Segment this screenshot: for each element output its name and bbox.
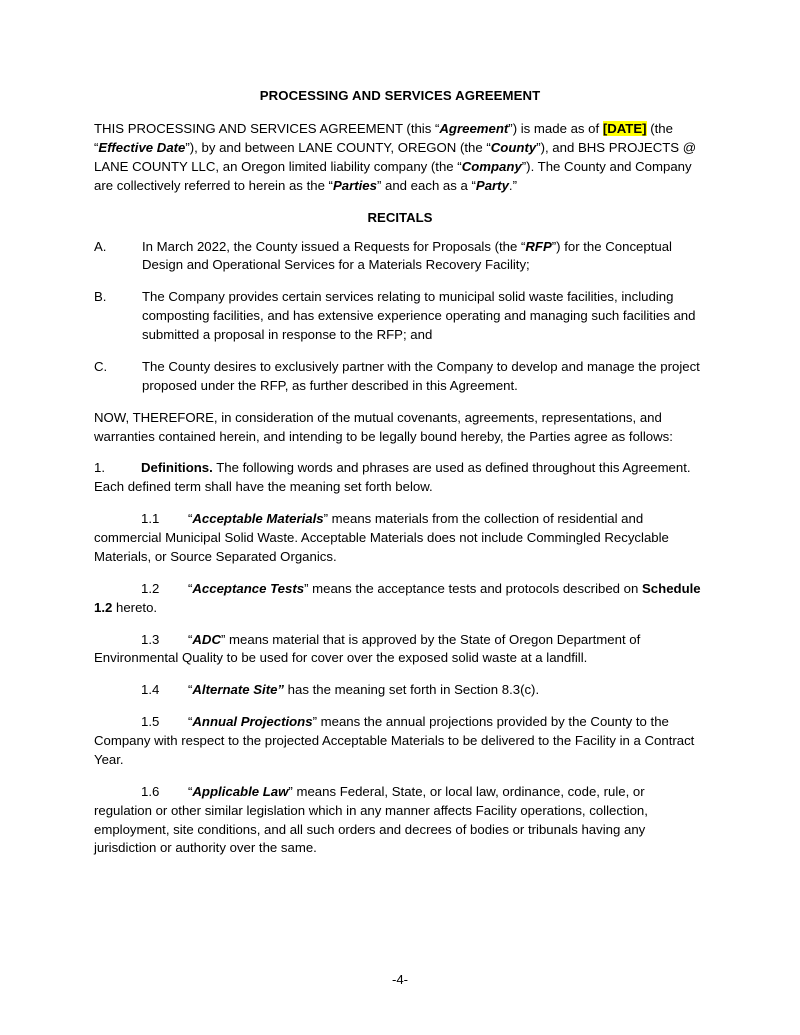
definition-open-quote: “: [188, 631, 193, 647]
definition-number: 1.5: [141, 714, 160, 730]
preamble-paragraph: [94, 120, 706, 196]
definition-number: 1.3: [141, 631, 160, 647]
preamble-after-company: ”). The County and Company are collectively referred to herein as the “: [94, 158, 692, 193]
preamble-lead: THIS PROCESSING AND SERVICES AGREEMENT (this “: [94, 121, 440, 136]
definition-term: Annual Projections: [192, 714, 313, 730]
section-1-definitions: [94, 459, 706, 497]
recitals-heading: RECITALS: [367, 209, 433, 225]
definition-1-6: [94, 783, 706, 859]
recital-letter: B.: [94, 289, 107, 305]
term-county: County: [490, 139, 537, 155]
definition-number: 1.4: [141, 682, 160, 698]
recital-item-b: [94, 288, 706, 345]
definition-term: Acceptable Materials: [192, 511, 324, 527]
definition-open-quote: “: [188, 682, 193, 698]
term-agreement: Agreement: [439, 121, 509, 136]
definition-open-quote: “: [188, 511, 193, 527]
definition-1-5: [94, 713, 706, 770]
definition-open-quote: “: [188, 714, 193, 730]
date-placeholder-highlight: [DATE]: [602, 121, 647, 136]
now-therefore-paragraph: NOW, THEREFORE, in consideration of the mutual covenants, agreements, representations, and warranties contained herein, and intending to be legally bound hereby, the Parties agree as follows:: [94, 409, 673, 444]
preamble-after-effective-date: ”), by and between LANE COUNTY, OREGON (the “: [185, 139, 491, 155]
page-number: -4-: [391, 972, 409, 987]
preamble-after-county: ”), and BHS PROJECTS @ LANE COUNTY LLC, an Oregon limited liability company (the “: [94, 139, 697, 174]
recital-text: The Company provides certain services relating to municipal solid waste facilities, including composting facilities, and has extensive experience operating and managing such facilities and submitted a proposal in response to the RFP; and: [142, 289, 696, 342]
definition-text: ” means the acceptance tests and protocols described on: [304, 580, 643, 596]
term-parties: Parties: [332, 177, 377, 193]
definition-number: 1.6: [141, 783, 160, 799]
preamble-after-date: (the “: [94, 121, 673, 155]
recital-text-after: ”) for the Conceptual Design and Operational Services for a Materials Recovery Facility;: [142, 238, 672, 273]
recital-letter: A.: [94, 238, 107, 254]
definition-term: Acceptance Tests: [192, 580, 305, 596]
definition-number: 1.1: [141, 511, 160, 527]
term-company: Company: [461, 158, 522, 174]
recital-item-a: [94, 238, 706, 276]
definition-1-2: [94, 580, 706, 618]
definition-text: ” means material that is approved by the State of Oregon Department of Environmental Quality to be used for cover over the exposed solid waste at a landfill.: [94, 631, 641, 666]
definition-term: Applicable Law: [192, 783, 289, 799]
definition-number: 1.2: [141, 580, 160, 596]
recital-text: [142, 238, 706, 276]
definition-open-quote: “: [188, 580, 193, 596]
preamble-after-parties: ” and each as a “: [376, 177, 476, 193]
definition-text: has the meaning set forth in Section 8.3(c).: [284, 682, 540, 698]
section-1-heading: Definitions.: [141, 460, 213, 476]
definition-1-3: [94, 631, 706, 669]
preamble-after-agreement: ”) is made as of: [508, 121, 603, 136]
definition-text: ” means the annual projections provided by the County to the Company with respect to the projected Acceptable Materials to be delivered to the Facility in a Contract Year.: [94, 714, 695, 767]
section-1-text: The following words and phrases are used as defined throughout this Agreement. Each defined term shall have the meaning set forth below.: [94, 460, 691, 495]
recital-letter: C.: [94, 358, 108, 374]
page-title: PROCESSING AND SERVICES AGREEMENT: [259, 88, 541, 103]
schedule-reference: Schedule 1.2: [94, 580, 701, 615]
definition-text-tail: hereto.: [112, 599, 158, 615]
term-party: Party: [475, 177, 509, 193]
section-1-number: 1.: [94, 460, 105, 476]
definition-term: Alternate Site”: [192, 682, 285, 698]
definition-1-1: [94, 510, 706, 567]
definition-1-4: [94, 681, 706, 700]
recital-item-c: [94, 358, 706, 396]
definition-term: ADC: [192, 631, 221, 647]
definition-open-quote: “: [188, 783, 193, 799]
term-rfp: RFP: [525, 238, 552, 254]
recital-text-before: In March 2022, the County issued a Requests for Proposals (the “: [142, 238, 526, 254]
recital-text: The County desires to exclusively partner with the Company to develop and manage the project proposed under the RFP, as further described in this Agreement.: [142, 358, 700, 393]
definition-text: ” means Federal, State, or local law, ordinance, code, rule, or regulation or other similar legislation which in any manner affects Facility operations, collection, employment, site conditions, and all such orders and decrees of bodies or tribunals having any jurisdiction or authority over the same.: [94, 783, 648, 856]
preamble-after-party: .”: [508, 177, 517, 193]
definition-text: ” means materials from the collection of residential and commercial Municipal Solid Waste. Acceptable Materials does not include Commingled Recyclable Materials, or Source Separated Organics.: [94, 511, 669, 564]
term-effective-date: Effective Date: [98, 139, 186, 155]
